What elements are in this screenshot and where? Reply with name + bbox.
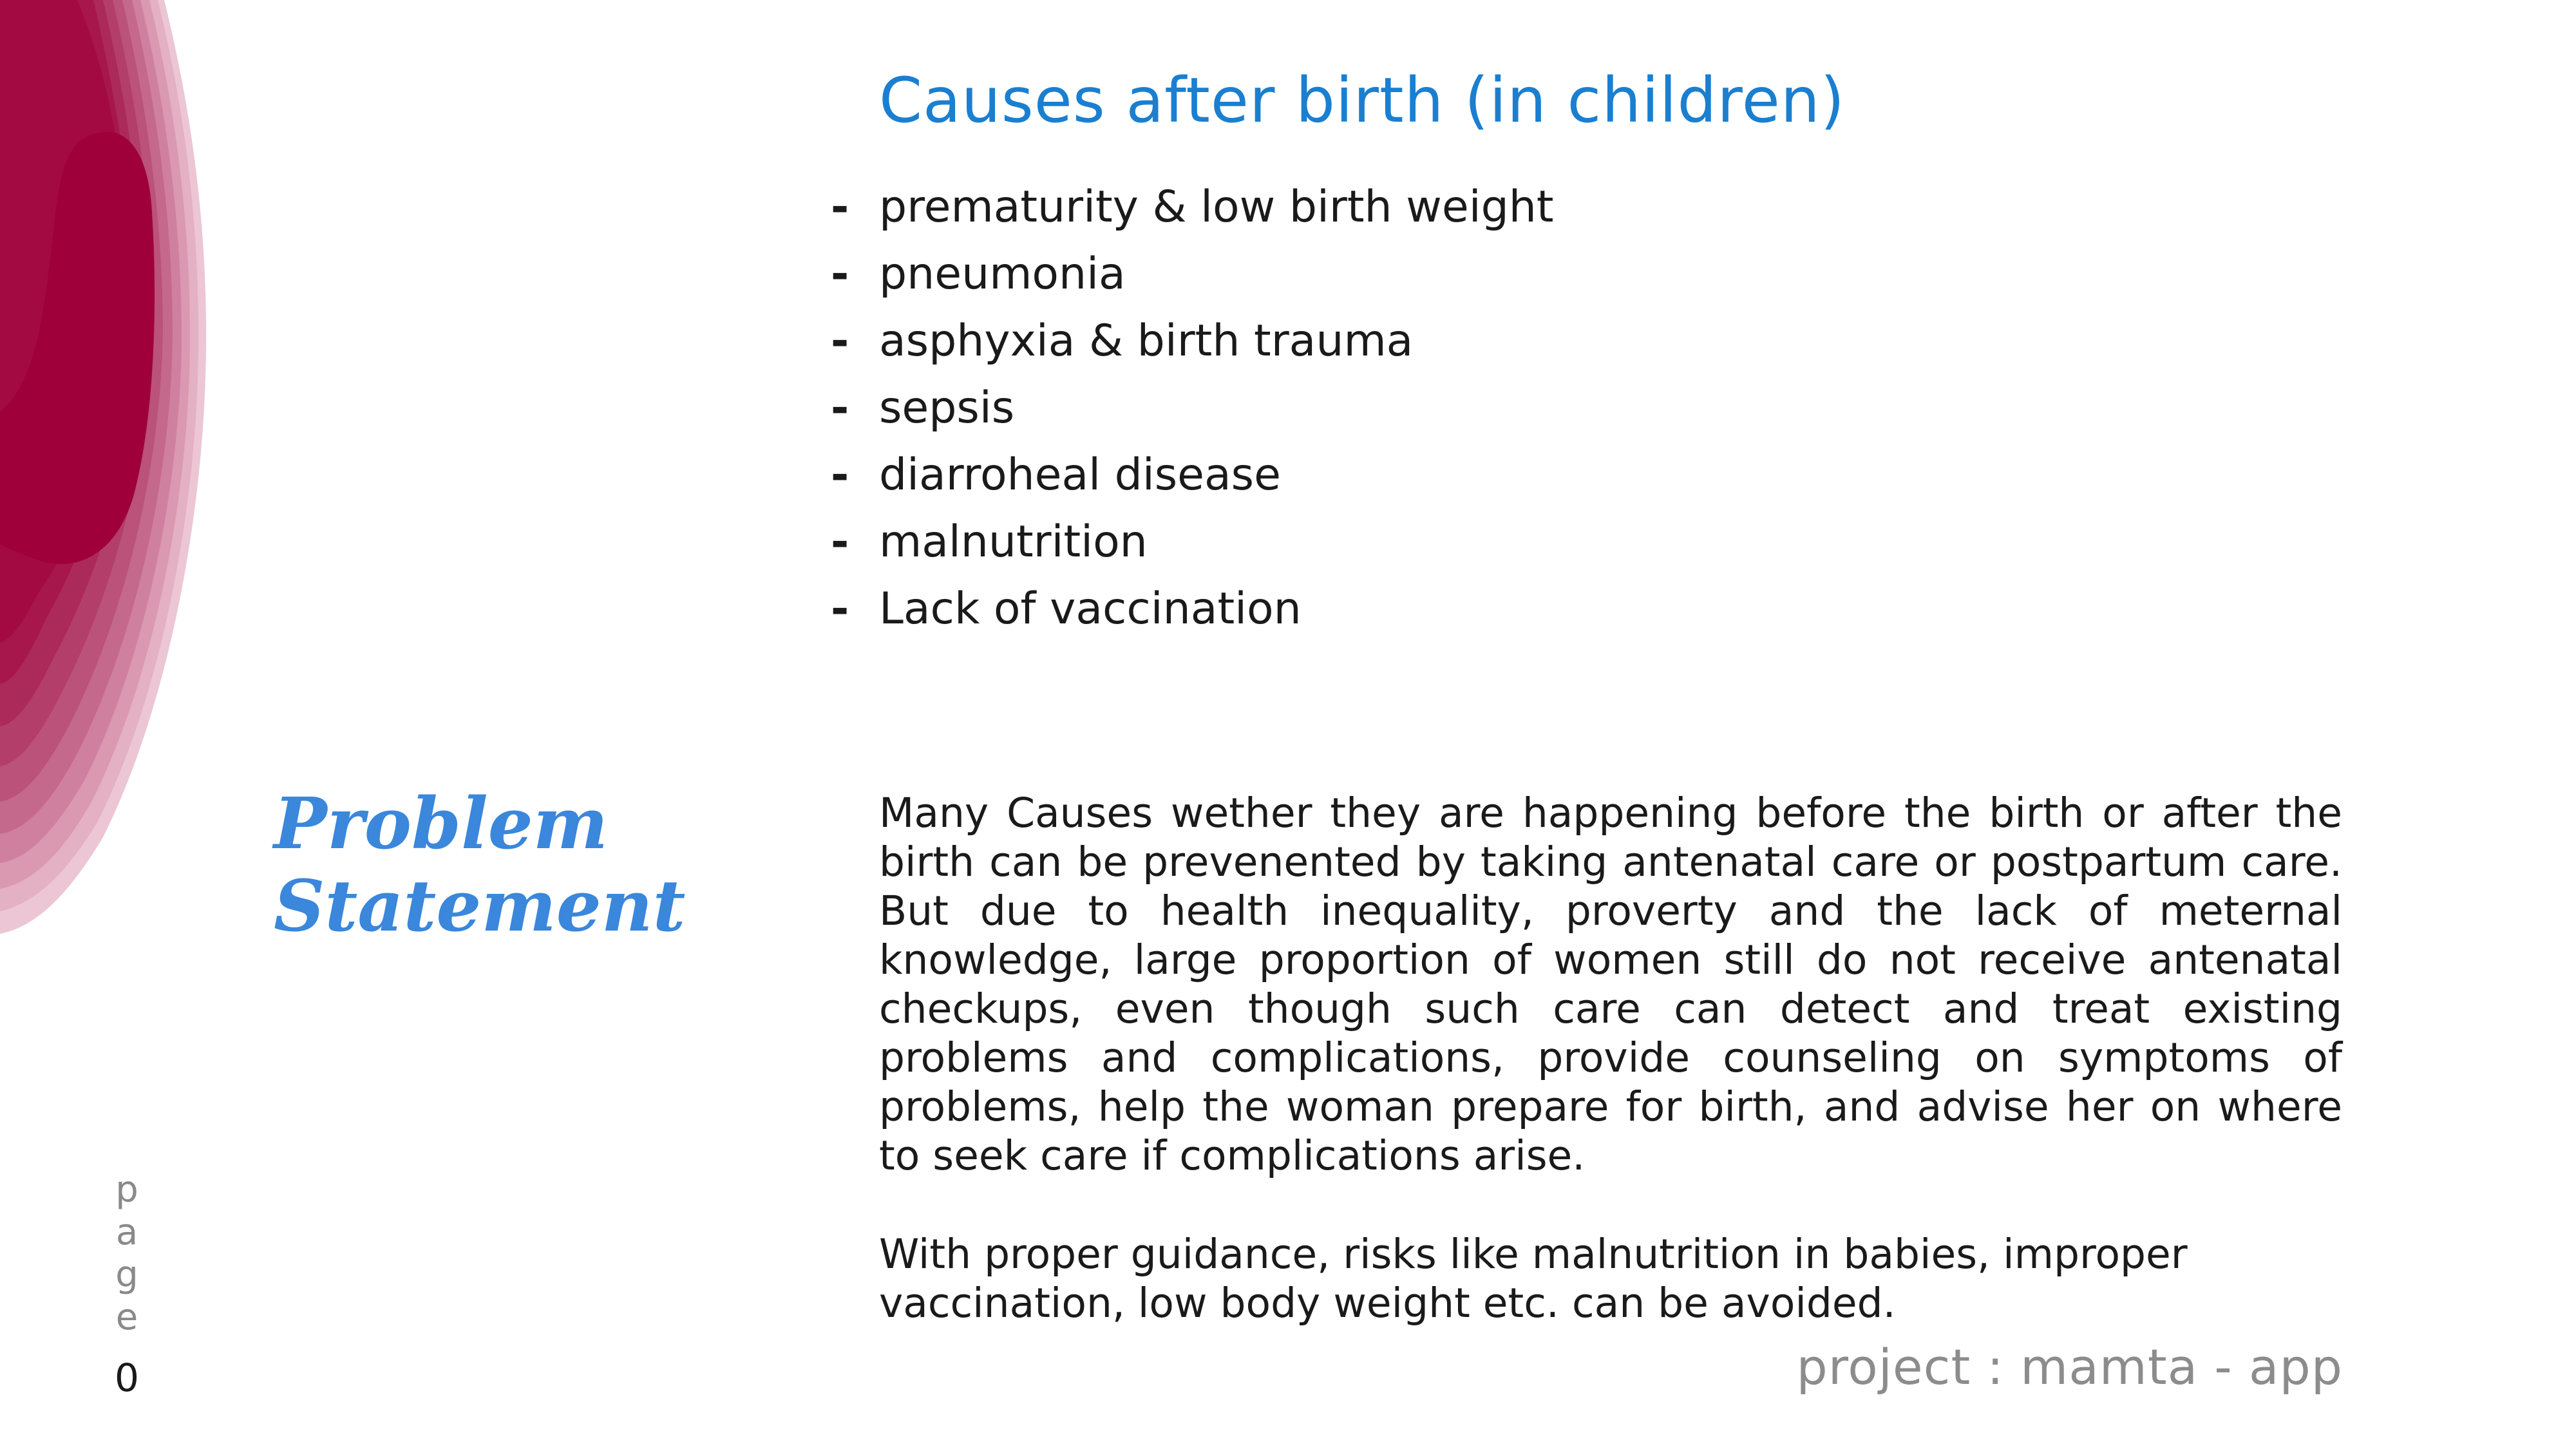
causes-list: [831, 174, 1554, 643]
problem-heading-line-2: Statement: [274, 864, 686, 947]
bullet-dash: -: [831, 182, 849, 232]
bullet-dash: -: [831, 249, 849, 299]
list-item: [831, 308, 1554, 375]
list-item: [831, 509, 1554, 576]
list-item-label: sepsis: [879, 383, 1015, 433]
bullet-dash: -: [831, 583, 849, 634]
list-item-label: diarroheal disease: [879, 450, 1281, 500]
list-item: [831, 174, 1554, 241]
bullet-dash: -: [831, 516, 849, 567]
problem-statement-paragraph-1: Many Causes wether they are happening before the birth or after the birth can be prevenented by taking antenatal care or postpartum care. But due to health inequality, proverty and the lack of meternal knowledge, large proportion of women still do not receive antenatal checkups, even though such care can detect and treat existing problems and complications, provide counseling on symptoms of problems, help the woman prepare for birth, and advise her on where to seek care if complications arise.: [879, 790, 2342, 1179]
list-item-label: prematurity & low birth weight: [879, 182, 1554, 232]
list-item-label: asphyxia & birth trauma: [879, 316, 1414, 366]
layered-blob-decoration-icon: [0, 0, 270, 966]
list-item: [831, 576, 1554, 643]
page-number: 0: [114, 1356, 140, 1401]
list-item-label: Lack of vaccination: [879, 583, 1302, 634]
problem-heading-line-1: Problem: [274, 782, 609, 865]
bullet-dash: -: [831, 316, 849, 366]
bullet-dash: -: [831, 383, 849, 433]
list-item: [831, 442, 1554, 509]
list-item-label: pneumonia: [879, 249, 1126, 299]
problem-statement-heading: [274, 782, 685, 947]
causes-title: Causes after birth (in children): [879, 64, 1846, 137]
page-label: page: [115, 1169, 138, 1338]
list-item: [831, 375, 1554, 442]
bullet-dash: -: [831, 450, 849, 500]
list-item-label: malnutrition: [879, 516, 1148, 567]
project-label: project : mamta - app: [1796, 1338, 2343, 1396]
list-item: [831, 241, 1554, 308]
problem-statement-paragraph-2: With proper guidance, risks like malnutrition in babies, improper vaccination, low body weight etc. can be avoided.: [879, 1231, 2188, 1327]
